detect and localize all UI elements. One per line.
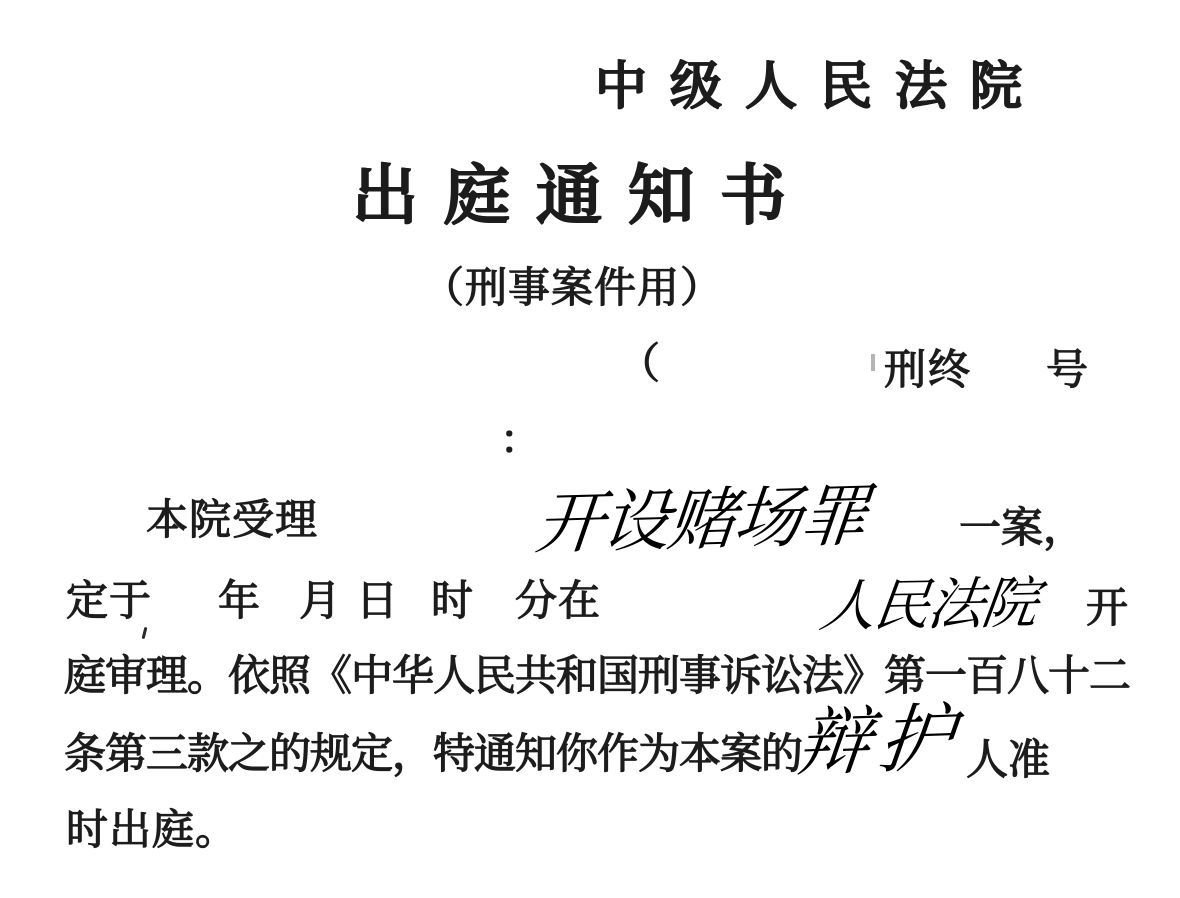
court-header: 中级人民法院: [595, 59, 1046, 116]
body-line2-hour-label: 时: [431, 579, 474, 625]
body-line2-month-label: 月: [299, 579, 342, 625]
handwritten-role: 辩护: [792, 697, 966, 787]
body-line2-suffix: 开: [1086, 586, 1129, 632]
body-line1-prefix: 本院受理: [146, 498, 319, 544]
body-line2-dingyu: 定于: [66, 579, 153, 625]
case-type-label: 刑终: [884, 348, 973, 394]
case-number-open-paren: （: [618, 342, 661, 388]
document-title: 出庭通知书: [352, 160, 812, 233]
addressee-colon: ：: [500, 417, 540, 462]
body-line2-day-label: 日: [356, 579, 399, 625]
body-line2-year-label: 年: [218, 579, 261, 625]
case-number-suffix: 号: [1046, 348, 1089, 394]
body-line1-suffix: 一案，: [959, 506, 1086, 552]
body-line3: 庭审理。依照《中华人民共和国刑事诉讼法》第一百八十二: [64, 654, 1131, 700]
body-line2-minute-at-label: 分在: [515, 579, 602, 625]
document-subtitle: （刑事案件用）: [422, 266, 724, 312]
body-line5: 时出庭。: [66, 808, 239, 854]
body-line4-suffix: 人准: [966, 738, 1051, 784]
scan-artifact-mark: [871, 354, 875, 371]
handwritten-charge: 开设赌场罪: [532, 477, 870, 563]
body-line4-prefix: 条第三款之的规定，特通知你作为本案的: [64, 732, 803, 778]
handwritten-court-name: 人民法院: [816, 573, 1040, 639]
scan-speck: [142, 627, 148, 639]
